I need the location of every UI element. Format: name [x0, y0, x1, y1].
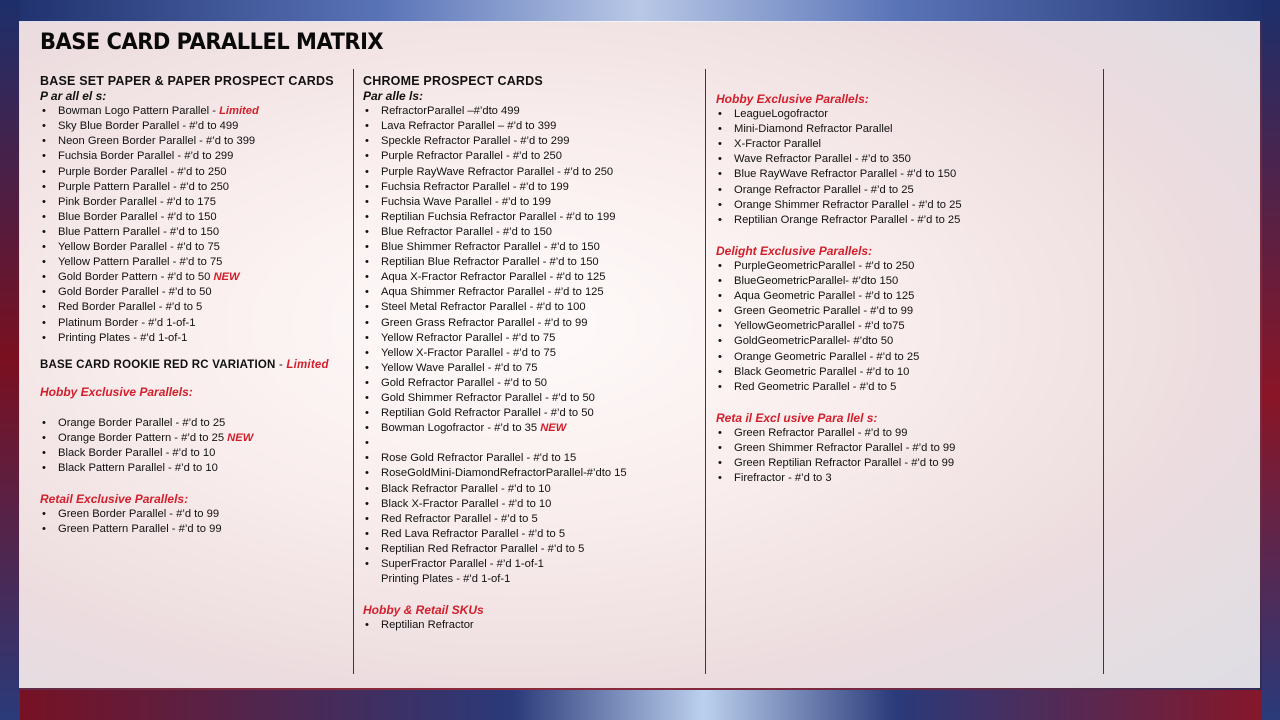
list-item [363, 618, 698, 633]
list-item-text: Rose Gold Refractor Parallel - #’d to 15 [381, 452, 577, 465]
list-item [716, 137, 1096, 152]
list-item-text: Sky Blue Border Parallel - #’d to 499 [58, 120, 239, 133]
delight-exclusive-list [716, 259, 1096, 395]
list-item-text: Speckle Refractor Parallel - #’d to 299 [381, 135, 570, 148]
section-heading-chrome: CHROME PROSPECT CARDS [363, 74, 543, 88]
list-item [40, 431, 350, 446]
column-exclusives [716, 92, 1096, 486]
section-heading-base-set: BASE SET PAPER & PAPER PROSPECT CARDS [40, 74, 334, 88]
hobby-retail-skus-list [363, 618, 698, 633]
chrome-retail-exclusive-heading: Reta il Excl usive Para llel s: [716, 410, 878, 425]
list-item-text: Black Border Parallel - #’d to 10 [58, 447, 216, 460]
chrome-parallels-subheading: Par alle ls: [363, 89, 424, 104]
list-item [716, 426, 1096, 441]
list-item-text: Purple RayWave Refractor Parallel - #’d to 250 [381, 165, 614, 178]
list-item-text: Yellow Wave Parallel - #’d to 75 [381, 361, 538, 374]
list-item [363, 316, 698, 331]
list-item [40, 270, 350, 285]
list-item [363, 210, 698, 225]
list-item-text: Fuchsia Refractor Parallel - #’d to 199 [381, 180, 569, 193]
list-item-tag: NEW [540, 422, 567, 435]
list-item [40, 134, 350, 149]
list-item [716, 167, 1096, 182]
list-item-text: Reptilian Orange Refractor Parallel - #’d to 25 [734, 213, 961, 226]
list-item-text: Reptilian Red Refractor Parallel - #’d to 5 [381, 542, 585, 555]
list-item-text: Purple Refractor Parallel - #’d to 250 [381, 150, 562, 163]
list-item [716, 259, 1096, 274]
chrome-hobby-exclusive-heading: Hobby Exclusive Parallels: [716, 92, 869, 106]
list-item-text: Pink Border Parallel - #’d to 175 [58, 195, 216, 208]
list-item-text: Green Geometric Parallel - #’d to 99 [734, 305, 914, 318]
list-item [40, 446, 350, 461]
list-item [363, 466, 698, 481]
list-item [716, 198, 1096, 213]
list-item [716, 441, 1096, 456]
printing-plates-line: Printing Plates - #’d 1-of-1 [381, 573, 511, 586]
list-item-text: Orange Shimmer Refractor Parallel - #’d to 25 [734, 198, 962, 211]
list-item [716, 289, 1096, 304]
list-item [363, 195, 698, 210]
list-item [363, 180, 698, 195]
list-item [363, 361, 698, 376]
list-item-text: Green Reptilian Refractor Parallel - #’d to 99 [734, 457, 955, 470]
list-item-text: BlueGeometricParallel- #’dto 150 [734, 275, 899, 288]
list-item [363, 104, 698, 119]
list-item [40, 210, 350, 225]
list-item-text: Red Geometric Parallel - #’d to 5 [734, 380, 897, 393]
list-item [40, 331, 350, 346]
list-item-tag: NEW [213, 271, 240, 284]
list-item-text: Green Border Parallel - #’d to 99 [58, 508, 220, 521]
list-item-text: LeagueLogofractor [734, 108, 828, 121]
list-item-text: Orange Refractor Parallel - #’d to 25 [734, 183, 914, 196]
list-item [40, 225, 350, 240]
list-item [716, 471, 1096, 486]
list-item-text: Black Refractor Parallel - #’d to 10 [381, 482, 551, 495]
list-item-text: Reptilian Refractor [381, 619, 474, 632]
list-item-text: Gold Refractor Parallel - #’d to 50 [381, 376, 548, 389]
list-item-text: YellowGeometricParallel - #’d to75 [734, 320, 905, 333]
list-item-text: Red Lava Refractor Parallel - #’d to 5 [381, 527, 566, 540]
list-item-text: GoldGeometricParallel- #’dto 50 [734, 335, 894, 348]
list-item-text: Fuchsia Wave Parallel - #’d to 199 [381, 195, 551, 208]
list-item [40, 195, 350, 210]
list-item [363, 542, 698, 557]
list-item-text: Black X-Fractor Parallel - #’d to 10 [381, 497, 552, 510]
list-item [40, 180, 350, 195]
list-item-text: Orange Border Parallel - #’d to 25 [58, 416, 226, 429]
list-item-text: Aqua Shimmer Refractor Parallel - #’d to 125 [381, 286, 604, 299]
list-item-text: Blue Shimmer Refractor Parallel - #’d to 150 [381, 241, 600, 254]
list-item [716, 304, 1096, 319]
list-item-text: PurpleGeometricParallel - #’d to 250 [734, 259, 915, 272]
list-item-text: Bowman Logofractor - #’d to 35 [381, 422, 541, 435]
rookie-variation-heading: BASE CARD ROOKIE RED RC VARIATION - Limited [40, 358, 329, 371]
list-item [363, 451, 698, 466]
delight-exclusive-heading: Delight Exclusive Parallels: [716, 243, 873, 258]
list-item [40, 461, 350, 476]
list-item-text: Mini-Diamond Refractor Parallel [734, 123, 893, 136]
list-item-text: Fuchsia Border Parallel - #’d to 299 [58, 150, 234, 163]
list-item [40, 522, 350, 537]
list-item-text: Blue RayWave Refractor Parallel - #’d to 150 [734, 168, 957, 181]
list-item-text: RoseGoldMini-DiamondRefractorParallel-#’dto 15 [381, 467, 627, 480]
list-item [716, 152, 1096, 167]
list-item-text: Reptilian Blue Refractor Parallel - #’d to 150 [381, 256, 599, 269]
list-item [716, 274, 1096, 289]
list-item-text: Blue Border Parallel - #’d to 150 [58, 210, 217, 223]
column-chrome-prospect [363, 74, 698, 633]
list-item-text: Bowman Logo Pattern Parallel - [58, 105, 220, 118]
list-item-text: Neon Green Border Parallel - #’d to 399 [58, 135, 256, 148]
list-item [40, 119, 350, 134]
chrome-parallels-list [363, 104, 698, 572]
list-item-text: Aqua X-Fractor Refractor Parallel - #’d to 125 [381, 271, 606, 284]
parallels-subheading: P ar all el s: [40, 89, 107, 104]
list-item-text: Green Refractor Parallel - #’d to 99 [734, 426, 908, 439]
list-item [363, 527, 698, 542]
list-item-text: SuperFractor Parallel - #’d 1-of-1 [381, 558, 544, 570]
base-set-parallels-list [40, 104, 350, 346]
background-stripe-left [0, 0, 20, 720]
list-item-text: Wave Refractor Parallel - #’d to 350 [734, 153, 911, 166]
chrome-retail-exclusive-list [716, 426, 1096, 486]
background-stripe-top [0, 0, 1280, 22]
list-item-text: Lava Refractor Parallel – #’d to 399 [381, 120, 557, 133]
list-item [716, 334, 1096, 349]
list-item-text: Purple Border Parallel - #’d to 250 [58, 165, 227, 178]
list-item [716, 319, 1096, 334]
page-title: BASE CARD PARALLEL MATRIX [40, 29, 384, 55]
list-item [363, 376, 698, 391]
list-item [40, 149, 350, 164]
list-item-text: Yellow Border Parallel - #’d to 75 [58, 241, 220, 254]
list-item [716, 107, 1096, 122]
rookie-variation-label: BASE CARD ROOKIE RED RC VARIATION [40, 358, 276, 371]
list-item [363, 436, 698, 451]
list-item [363, 512, 698, 527]
list-item [363, 482, 698, 497]
list-item-text: Orange Border Pattern - #’d to 25 [58, 431, 228, 444]
list-item-tag: Limited [219, 105, 259, 118]
list-item [40, 255, 350, 270]
list-item [716, 183, 1096, 198]
list-item-text: Yellow Refractor Parallel - #’d to 75 [381, 331, 556, 344]
list-item [716, 213, 1096, 228]
content-panel [19, 21, 1260, 688]
list-item [363, 406, 698, 421]
list-item [40, 316, 350, 331]
list-item-text: Steel Metal Refractor Parallel - #’d to 100 [381, 301, 586, 314]
list-item [40, 104, 350, 119]
list-item-text: Purple Pattern Parallel - #’d to 250 [58, 180, 230, 193]
list-item [363, 119, 698, 134]
list-item [363, 240, 698, 255]
list-item-text: Yellow Pattern Parallel - #’d to 75 [58, 256, 223, 269]
list-item-text: Orange Geometric Parallel - #’d to 25 [734, 350, 920, 363]
list-item-text: Firefractor - #’d to 3 [734, 472, 832, 485]
list-item-text: Blue Pattern Parallel - #’d to 150 [58, 225, 220, 238]
rookie-variation-tag: Limited [286, 358, 329, 371]
list-item [363, 331, 698, 346]
list-item [363, 346, 698, 361]
list-item-text: Red Refractor Parallel - #’d to 5 [381, 512, 538, 525]
list-item-text: Reptilian Gold Refractor Parallel - #’d to 50 [381, 407, 594, 420]
list-item [40, 416, 350, 431]
list-item [363, 497, 698, 512]
list-item-text: Gold Border Pattern - #’d to 50 [58, 271, 214, 284]
list-item [363, 300, 698, 315]
list-item [363, 421, 698, 436]
hobby-retail-skus-heading: Hobby & Retail SKUs [363, 603, 484, 618]
list-item [716, 122, 1096, 137]
list-item [40, 165, 350, 180]
list-item-text: Black Geometric Parallel - #’d to 10 [734, 365, 910, 378]
list-item [363, 165, 698, 180]
list-item [716, 456, 1096, 471]
list-item-text: Red Border Parallel - #’d to 5 [58, 301, 203, 314]
list-item [716, 365, 1096, 380]
list-item-text: Platinum Border - #’d 1-of-1 [58, 316, 196, 329]
list-item [363, 225, 698, 240]
retail-exclusive-list [40, 507, 350, 537]
list-item-text: Gold Border Parallel - #’d to 50 [58, 286, 212, 299]
hobby-exclusive-list [40, 416, 350, 476]
column-divider-2 [705, 69, 706, 674]
background-stripe-bottom [0, 690, 1280, 720]
list-item-text: Green Grass Refractor Parallel - #’d to 99 [381, 316, 588, 329]
list-item-tag: NEW [227, 431, 254, 444]
list-item-text: Aqua Geometric Parallel - #’d to 125 [734, 290, 915, 303]
list-item [363, 270, 698, 285]
list-item [40, 240, 350, 255]
background-stripe-right [1262, 0, 1280, 720]
list-item [40, 300, 350, 315]
list-item [363, 557, 698, 572]
list-item [363, 285, 698, 300]
list-item-text: Printing Plates - #’d 1-of-1 [58, 331, 188, 344]
list-item-text: Green Pattern Parallel - #’d to 99 [58, 523, 222, 536]
list-item-text: Blue Refractor Parallel - #’d to 150 [381, 225, 553, 238]
column-divider-3 [1103, 69, 1104, 674]
retail-exclusive-heading: Retail Exclusive Parallels: [40, 492, 189, 507]
list-item [363, 391, 698, 406]
list-item [40, 507, 350, 522]
list-item [363, 255, 698, 270]
column-divider-1 [353, 69, 354, 674]
list-item-text: Black Pattern Parallel - #’d to 10 [58, 462, 218, 475]
list-item-text: RefractorParallel –#’dto 499 [381, 105, 520, 118]
column-base-set [40, 74, 350, 538]
list-item [716, 350, 1096, 365]
chrome-hobby-exclusive-list [716, 107, 1096, 228]
list-item [363, 149, 698, 164]
list-item-text: X-Fractor Parallel [734, 138, 822, 151]
list-item-text: Gold Shimmer Refractor Parallel - #’d to 50 [381, 391, 595, 404]
list-item-text: Reptilian Fuchsia Refractor Parallel - #’d to 199 [381, 210, 616, 223]
list-item-text: Yellow X-Fractor Parallel - #’d to 75 [381, 346, 556, 359]
list-item [40, 285, 350, 300]
list-item [716, 380, 1096, 395]
list-item [363, 134, 698, 149]
list-item-text: Green Shimmer Refractor Parallel - #’d to 99 [734, 441, 956, 454]
hobby-exclusive-heading: Hobby Exclusive Parallels: [40, 384, 193, 399]
